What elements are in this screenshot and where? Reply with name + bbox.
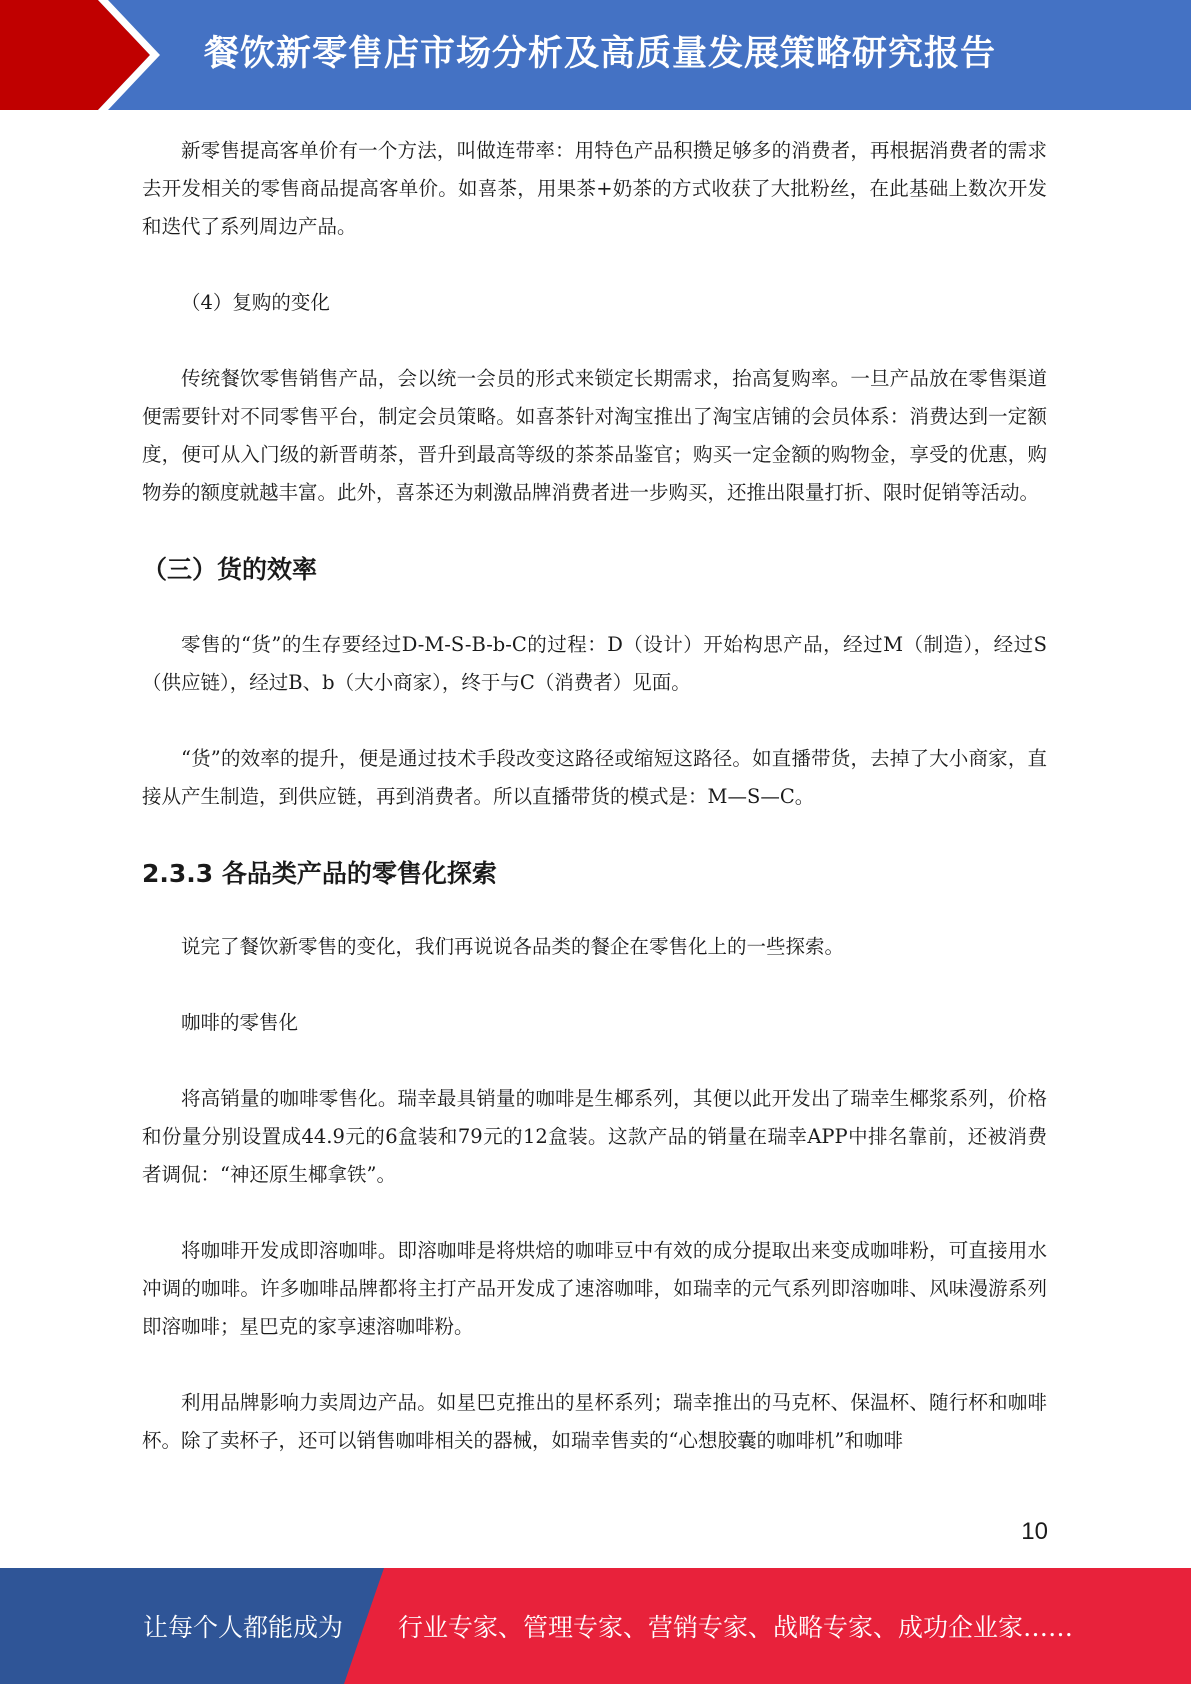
section-heading-goods-efficiency: （三）货的效率 xyxy=(142,555,318,584)
section-heading-2-3-3: 2.3.3 各品类产品的零售化探索 xyxy=(142,859,497,888)
document-body xyxy=(142,132,1047,1460)
header-band xyxy=(0,0,1191,110)
paragraph-dmsbbc: 零售的“货”的生存要经过D-M-S-B-b-C的过程：D（设计）开始构思产品，经过M（制造），经过S（供应链），经过B、b（大小商家），终于与C（消费者）见面。 xyxy=(142,633,1047,694)
paragraph-instant-coffee: 将咖啡开发成即溶咖啡。即溶咖啡是将烘焙的咖啡豆中有效的成分提取出来变成咖啡粉，可直接用水冲调的咖啡。许多咖啡品牌都将主打产品开发成了速溶咖啡，如瑞幸的元气系列即溶咖啡、风味漫游系列即溶咖啡；星巴克的家享速溶咖啡粉。 xyxy=(142,1239,1047,1338)
page-number: 10 xyxy=(1021,1518,1048,1545)
subheading-repurchase: （4）复购的变化 xyxy=(181,291,330,314)
paragraph-intro-categories: 说完了餐饮新零售的变化，我们再说说各品类的餐企在零售化上的一些探索。 xyxy=(181,935,845,958)
footer-slogan-left: 让每个人都能成为 xyxy=(143,1613,344,1642)
footer-band xyxy=(0,1568,1191,1684)
paragraph-membership: 传统餐饮零售销售产品，会以统一会员的形式来锁定长期需求，抬高复购率。一旦产品放在零售渠道便需要针对不同零售平台，制定会员策略。如喜茶针对淘宝推出了淘宝店铺的会员体系：消费达到一定额度，便可从入门级的新晋萌茶，晋升到最高等级的茶茶品鉴官；购买一定金额的购物金，享受的优惠，购物券的额度就越丰富。此外，喜茶还为刺激品牌消费者进一步购买，还推出限量打折、限时促销等活动。 xyxy=(142,367,1047,504)
paragraph-coconut-latte: 将高销量的咖啡零售化。瑞幸最具销量的咖啡是生椰系列，其便以此开发出了瑞幸生椰浆系列，价格和份量分别设置成44.9元的6盒装和79元的12盒装。这款产品的销量在瑞幸APP中排名靠前，还被消费者调侃：“神还原生椰拿铁”。 xyxy=(142,1087,1047,1186)
paragraph-attach-rate: 新零售提高客单价有一个方法，叫做连带率：用特色产品积攒足够多的消费者，再根据消费者的需求去开发相关的零售商品提高客单价。如喜茶，用果茶+奶茶的方式收获了大批粉丝，在此基础上数次开发和迭代了系列周边产品。 xyxy=(142,139,1047,238)
footer-slogan-right: 行业专家、管理专家、营销专家、战略专家、成功企业家…… xyxy=(398,1613,1074,1642)
paragraph-merchandise: 利用品牌影响力卖周边产品。如星巴克推出的星杯系列；瑞幸推出的马克杯、保温杯、随行杯和咖啡杯。除了卖杯子，还可以销售咖啡相关的器械，如瑞幸售卖的“心想胶囊的咖啡机”和咖啡 xyxy=(142,1391,1047,1452)
header-corner-decoration xyxy=(0,0,160,110)
subheading-coffee-retail: 咖啡的零售化 xyxy=(181,1011,299,1034)
paragraph-livestream: “货”的效率的提升，便是通过技术手段改变这路径或缩短这路径。如直播带货，去掉了大小商家，直接从产生制造，到供应链，再到消费者。所以直播带货的模式是：M—S—C。 xyxy=(142,747,1047,808)
report-title: 餐饮新零售店市场分析及高质量发展策略研究报告 xyxy=(204,34,997,74)
